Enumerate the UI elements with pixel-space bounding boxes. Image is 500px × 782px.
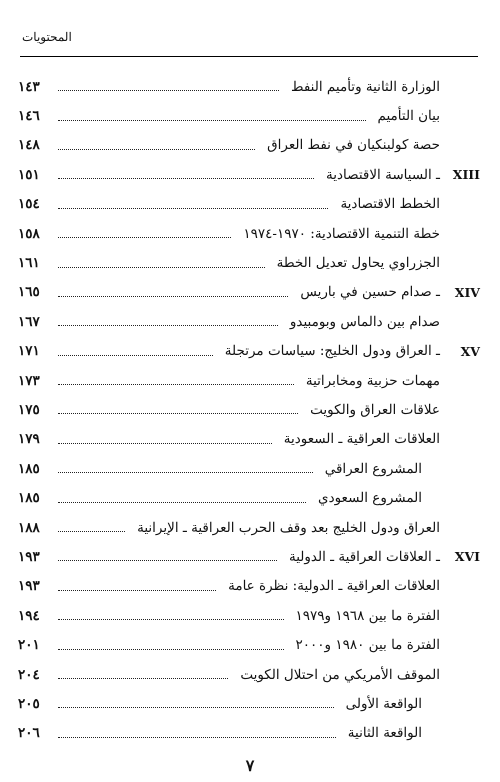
entry-page-number: ١٥١ bbox=[18, 166, 40, 183]
entry-title: خطة التنمية الاقتصادية: ١٩٧٠-١٩٧٤ bbox=[243, 225, 440, 242]
dot-leader bbox=[58, 237, 231, 238]
entry-title: الواقعة الثانية bbox=[347, 725, 422, 742]
entry-page-number: ١٥٨ bbox=[18, 225, 40, 242]
dot-leader bbox=[58, 325, 278, 326]
running-title: المحتويات bbox=[22, 30, 72, 44]
toc-entry bbox=[18, 689, 480, 718]
entry-page-number: ١٨٨ bbox=[18, 519, 40, 536]
page-number: ٧ bbox=[245, 756, 255, 775]
entry-title: الوزارة الثانية وتأميم النفط bbox=[291, 78, 440, 95]
entry-page-number: ١٤٣ bbox=[18, 78, 40, 95]
entry-title: صدام بين دالماس وبومبيدو bbox=[289, 313, 440, 330]
table-of-contents bbox=[18, 72, 480, 748]
chapter-number: XVI bbox=[454, 549, 480, 565]
chapter-number: XIV bbox=[454, 284, 480, 300]
toc-entry bbox=[18, 601, 480, 630]
toc-entry bbox=[18, 131, 480, 160]
entry-title: الخطط الاقتصادية bbox=[340, 196, 440, 213]
entry-page-number: ١٤٦ bbox=[18, 108, 40, 125]
entry-title: المشروع السعودي bbox=[318, 490, 422, 507]
entry-title: ـ صدام حسين في باريس bbox=[300, 284, 440, 301]
dot-leader bbox=[58, 443, 272, 444]
entry-title: مهمات حزبية ومخابراتية bbox=[305, 372, 440, 389]
dot-leader bbox=[58, 208, 328, 209]
toc-entry bbox=[18, 395, 480, 424]
entry-page-number: ١٩٤ bbox=[18, 607, 40, 624]
dot-leader bbox=[58, 531, 125, 532]
entry-title: علاقات العراق والكويت bbox=[310, 401, 440, 418]
entry-page-number: ٢٠٦ bbox=[18, 725, 40, 742]
toc-entry bbox=[18, 572, 480, 601]
dot-leader bbox=[58, 267, 265, 268]
entry-page-number: ١٧٣ bbox=[18, 372, 40, 389]
entry-page-number: ١٧٥ bbox=[18, 401, 40, 418]
entry-page-number: ١٨٥ bbox=[18, 460, 40, 477]
toc-entry bbox=[18, 630, 480, 659]
entry-title: بيان التأميم bbox=[377, 108, 440, 125]
dot-leader bbox=[58, 590, 216, 591]
dot-leader bbox=[58, 707, 334, 708]
entry-title: الموقف الأمريكي من احتلال الكويت bbox=[240, 666, 440, 683]
dot-leader bbox=[58, 678, 228, 679]
toc-entry bbox=[18, 483, 480, 512]
dot-leader bbox=[58, 90, 279, 91]
entry-page-number: ١٩٣ bbox=[18, 578, 40, 595]
toc-entry bbox=[18, 542, 480, 571]
dot-leader bbox=[58, 120, 366, 121]
toc-entry bbox=[18, 660, 480, 689]
entry-title: العلاقات العراقية ـ السعودية bbox=[283, 431, 440, 448]
dot-leader bbox=[58, 149, 255, 150]
entry-page-number: ٢٠٤ bbox=[18, 666, 40, 683]
dot-leader bbox=[58, 502, 306, 503]
toc-entry bbox=[18, 219, 480, 248]
entry-page-number: ١٧٩ bbox=[18, 431, 40, 448]
toc-entry bbox=[18, 190, 480, 219]
toc-entry bbox=[18, 425, 480, 454]
entry-page-number: ١٩٣ bbox=[18, 548, 40, 565]
dot-leader bbox=[58, 560, 277, 561]
dot-leader bbox=[58, 178, 314, 179]
entry-title: ـ العراق ودول الخليج: سياسات مرتجلة bbox=[224, 343, 440, 360]
chapter-number: XV bbox=[460, 343, 480, 359]
entry-title: الواقعة الأولى bbox=[345, 695, 422, 712]
header-rule bbox=[20, 56, 478, 57]
toc-entry bbox=[18, 513, 480, 542]
entry-page-number: ٢٠٥ bbox=[18, 695, 40, 712]
dot-leader bbox=[58, 619, 284, 620]
entry-page-number: ٢٠١ bbox=[18, 637, 40, 654]
entry-title: الجزراوي يحاول تعديل الخطة bbox=[276, 255, 440, 272]
toc-entry bbox=[18, 72, 480, 101]
entry-page-number: ١٦٧ bbox=[18, 313, 40, 330]
dot-leader bbox=[58, 296, 288, 297]
entry-title: العراق ودول الخليج بعد وقف الحرب العراقية ـ الإيرانية bbox=[137, 519, 440, 536]
toc-entry bbox=[18, 248, 480, 277]
toc-entry bbox=[18, 454, 480, 483]
dot-leader bbox=[58, 737, 336, 738]
running-header bbox=[22, 30, 72, 44]
entry-page-number: ١٦١ bbox=[18, 255, 40, 272]
dot-leader bbox=[58, 649, 284, 650]
entry-title: الفترة ما بين ١٩٦٨ و١٩٧٩ bbox=[295, 607, 440, 624]
entry-page-number: ١٦٥ bbox=[18, 284, 40, 301]
entry-page-number: ١٨٥ bbox=[18, 490, 40, 507]
entry-title: العلاقات العراقية ـ الدولية: نظرة عامة bbox=[228, 578, 440, 595]
entry-page-number: ١٥٤ bbox=[18, 196, 40, 213]
dot-leader bbox=[58, 384, 294, 385]
toc-entry bbox=[18, 366, 480, 395]
toc-entry bbox=[18, 337, 480, 366]
toc-entry bbox=[18, 160, 480, 189]
dot-leader bbox=[58, 413, 298, 414]
entry-title: الفترة ما بين ١٩٨٠ و٢٠٠٠ bbox=[295, 637, 440, 654]
chapter-number: XIII bbox=[452, 167, 480, 183]
dot-leader bbox=[58, 472, 313, 473]
entry-title: ـ العلاقات العراقية ـ الدولية bbox=[288, 548, 440, 565]
dot-leader bbox=[58, 355, 213, 356]
entry-page-number: ١٧١ bbox=[18, 343, 40, 360]
toc-entry bbox=[18, 719, 480, 748]
entry-title: المشروع العراقي bbox=[324, 460, 422, 477]
entry-title: ـ السياسة الاقتصادية bbox=[326, 166, 440, 183]
toc-entry bbox=[18, 278, 480, 307]
entry-title: حصة كولبنكيان في نفط العراق bbox=[267, 137, 440, 154]
entry-page-number: ١٤٨ bbox=[18, 137, 40, 154]
toc-entry bbox=[18, 101, 480, 130]
toc-entry bbox=[18, 307, 480, 336]
